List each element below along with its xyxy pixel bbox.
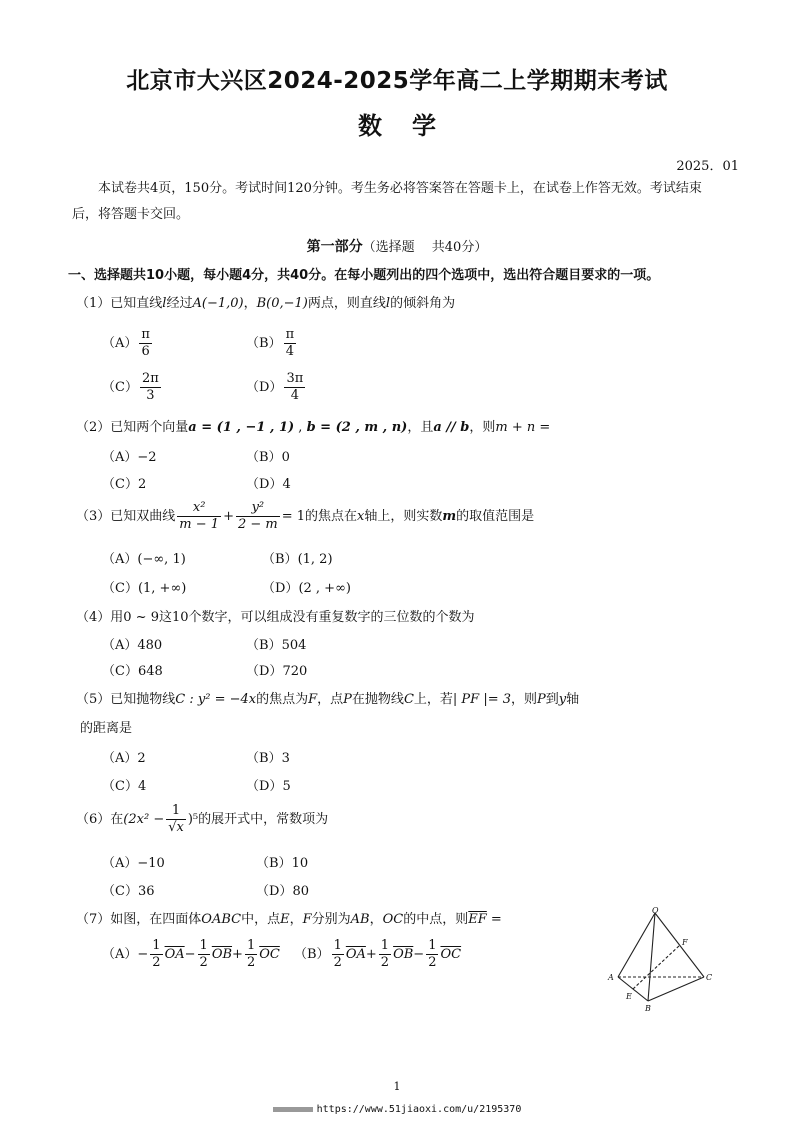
q7-sep: ， [369,912,383,927]
edge-ob [648,913,655,1001]
q3-option-d[interactable]: （D）(2 , +∞) [262,581,351,596]
q6-option-b[interactable]: （B）10 [256,856,309,871]
q3-text: 的焦点在 [305,509,358,524]
edge-oc [655,913,704,977]
half-fraction: $\frac{1}{2}$ [152,938,161,970]
q2-vector-b: b = (2 , m , n) [306,420,408,435]
label-a: A [608,973,614,982]
exam-intro [72,176,722,228]
q5-text: 已知抛物线 [110,692,176,707]
half-fraction: $\frac{1}{2}$ [428,938,437,970]
q4-option-a[interactable]: （A）480 [102,638,163,653]
q5-text: 到 [545,692,559,707]
q1-var-l: l [385,296,391,311]
q3-fraction-x: $\frac{\text{x²}}{m - 1}$ [179,500,220,532]
q7-edge-ab: AB [350,912,370,927]
half-fraction: $\frac{1}{2}$ [199,938,208,970]
q6-expr-left: (2x² − [123,812,165,827]
section-instruction: 一、选择题共10小题，每小题4分，共40分。在每小题列出的四个选项中，选出符合题目要求的一项。 [68,268,660,283]
q1-var-l: l [162,296,167,311]
option-fraction: $\frac{2\pi}{3}$ [141,371,159,403]
part-note: （选择题 共40分） [362,240,488,255]
q1-option-d[interactable] [246,371,307,404]
q2-parallel: a // b [433,420,470,435]
q1-text: 经过 [166,296,193,311]
q5-var-f: F [308,692,318,707]
question-number: （1） [76,296,111,311]
q5-pf: | PF |= 3 [452,692,511,707]
q6-option-c[interactable]: （C）36 [102,884,155,899]
question-number: （3） [76,509,111,524]
q3-text: 轴上，则实数 [364,509,443,524]
option-fraction: $\frac{3\pi}{4}$ [286,371,304,403]
q1-text: 已知直线 [110,296,163,311]
q3-text: 已知双曲线 [110,509,176,524]
exam-subject: 数学 [358,112,466,140]
label-b: B [645,1004,651,1013]
q4-option-d[interactable]: （D）720 [246,664,308,679]
q3-fraction-y: $\frac{\text{y²}}{2 - m}$ [237,500,278,532]
label-e: E [626,992,632,1001]
q2-vector-a: a = (1 , −1 , 1) [188,420,295,435]
q5-line2: 的距离是 [80,721,133,736]
question-number: （7） [76,912,111,927]
q1-text: 的倾斜角为 [390,296,456,311]
question-6 [76,803,328,836]
question-number: （5） [76,692,111,707]
question-4 [76,606,475,625]
intro-text: 本试卷共4页，150分。考试时间120分钟。考生务必将答案答在答题卡上，在试卷上作答无效。考试结束后，将答题卡交回。 [72,181,702,222]
q5-var-c: C [403,692,414,707]
q5-text: ，点 [317,692,344,707]
q1-option-a[interactable] [102,327,154,360]
label-o: O [652,906,659,915]
footer-link[interactable]: https://www.51jiaoxi.com/u/2195370 [316,1104,522,1115]
q1-sep: ， [243,296,257,311]
q5-text: 上，若 [413,692,453,707]
option-label: （D） [246,380,283,395]
footer [0,1104,794,1115]
q5-text: 在抛物线 [351,692,404,707]
question-2 [76,416,550,435]
option-label: （A） [102,336,138,351]
q5-option-d[interactable]: （D）5 [246,779,291,794]
q7-tetrahedron: OABC [201,912,242,927]
q7-sep: ， [289,912,303,927]
question-number: （4） [76,610,111,625]
q2-option-a[interactable]: （A）−2 [102,450,157,465]
question-7 [76,908,502,927]
q5-option-c[interactable]: （C）4 [102,779,147,794]
q7-option-a[interactable]: （A）− $\frac{1}{2}$ $\overline{OA}-$ $\frac{1}{2}$ $\overline{OB}+$ $\frac{1}{2}$ $\overline{OC}$ [102,938,280,970]
q5-text: 的焦点为 [256,692,309,707]
q6-option-a[interactable]: （A）−10 [102,856,165,871]
exam-date: 2025．01 [676,159,739,174]
q3-option-c[interactable]: （C）(1, +∞) [102,581,187,596]
option-label: （B） [294,947,330,962]
segment-ef [633,945,680,989]
q2-text: 已知两个向量 [110,420,189,435]
q7-var-e: E [280,912,290,927]
q2-option-d[interactable]: （D）4 [246,477,291,492]
q7-text: 如图，在四面体 [110,912,202,927]
q3-eq: = 1 [281,509,306,524]
q3-var-x: x [357,509,365,524]
half-fraction: $\frac{1}{2}$ [333,938,342,970]
q6-text: 在 [110,812,124,827]
half-fraction: $\frac{1}{2}$ [380,938,390,970]
q5-var-y: y [558,692,567,707]
option-fraction: $\frac{\pi}{4}$ [285,327,295,359]
q2-option-b[interactable]: （B）0 [246,450,290,465]
q5-var-p: P [343,692,352,707]
q7-edge-oc: OC [382,912,404,927]
part-title: 第一部分 [306,239,363,255]
q6-expr-right: )⁵ [187,812,199,827]
label-c: C [706,973,713,982]
q1-point-a: A(−1,0) [192,296,244,311]
q7-eq: = [486,912,502,927]
q3-option-b[interactable]: （B）(1, 2) [262,552,333,567]
option-label: （B） [246,336,282,351]
watermark-logo [273,1107,313,1112]
q3-text: 的取值范围是 [456,509,535,524]
q5-var-p: P [537,692,546,707]
q2-expr: m + n = [495,420,551,435]
page-number: 1 [393,1080,401,1093]
q1-option-b[interactable] [246,327,298,360]
q5-equation: C : y² = −4x [175,692,257,707]
q7-option-b[interactable]: （B） $\frac{1}{2}$ $\overline{OA}+$ $\frac{1}{2}$ $\overline{OB}-$ $\frac{1}{2}$ $\overline{OC}$ [294,938,462,970]
q1-text: 两点，则直线 [307,296,386,311]
q1-option-c[interactable] [102,371,163,404]
q6-option-d[interactable]: （D）80 [256,884,309,899]
question-3 [76,500,534,533]
q3-plus: + [223,509,234,524]
q5-text: 轴 [566,692,580,707]
question-number: （2） [76,420,111,435]
q1-point-b: B(0,−1) [256,296,308,311]
q2-sep: , [294,420,307,435]
question-5 [76,688,579,707]
q7-text: 的中点，则 [403,912,469,927]
q4-option-b[interactable]: （B）504 [246,638,307,653]
q7-text: 分别为 [311,912,351,927]
edge-bc [648,977,704,1001]
q2-option-c[interactable]: （C）2 [102,477,147,492]
q2-text: ，且 [407,420,434,435]
q5-option-a[interactable]: （A）2 [102,751,146,766]
option-label: （C） [102,380,138,395]
option-fraction: $\frac{\pi}{6}$ [141,327,150,359]
q6-text: 的展开式中，常数项为 [198,812,329,827]
q6-fraction: $\frac{1}{√x}$ [168,803,184,835]
label-f: F [682,938,688,947]
half-fraction: $\frac{1}{2}$ [246,938,256,970]
q4-option-c[interactable]: （C）648 [102,664,163,679]
q7-var-f: F [302,912,312,927]
q3-var-m: m [442,509,457,524]
q4-text: 用0 ~ 9这10个数字，可以组成没有重复数字的三位数的个数为 [110,610,475,625]
tetrahedron-figure [600,905,720,1015]
part-heading [0,236,794,256]
q2-text: ，则 [469,420,496,435]
option-label: （A） [102,947,138,962]
question-1 [76,292,455,311]
q3-option-a[interactable]: （A）(−∞, 1) [102,552,186,567]
q7-vector-ef: $\overline{EF}$ [468,912,487,927]
q7-text: 中，点 [241,912,281,927]
q5-option-b[interactable]: （B）3 [246,751,290,766]
edge-oa [618,913,655,977]
q5-text: ，则 [511,692,538,707]
exam-title: 北京市大兴区2024-2025学年高二上学期期末考试 [126,68,668,94]
question-number: （6） [76,812,111,827]
